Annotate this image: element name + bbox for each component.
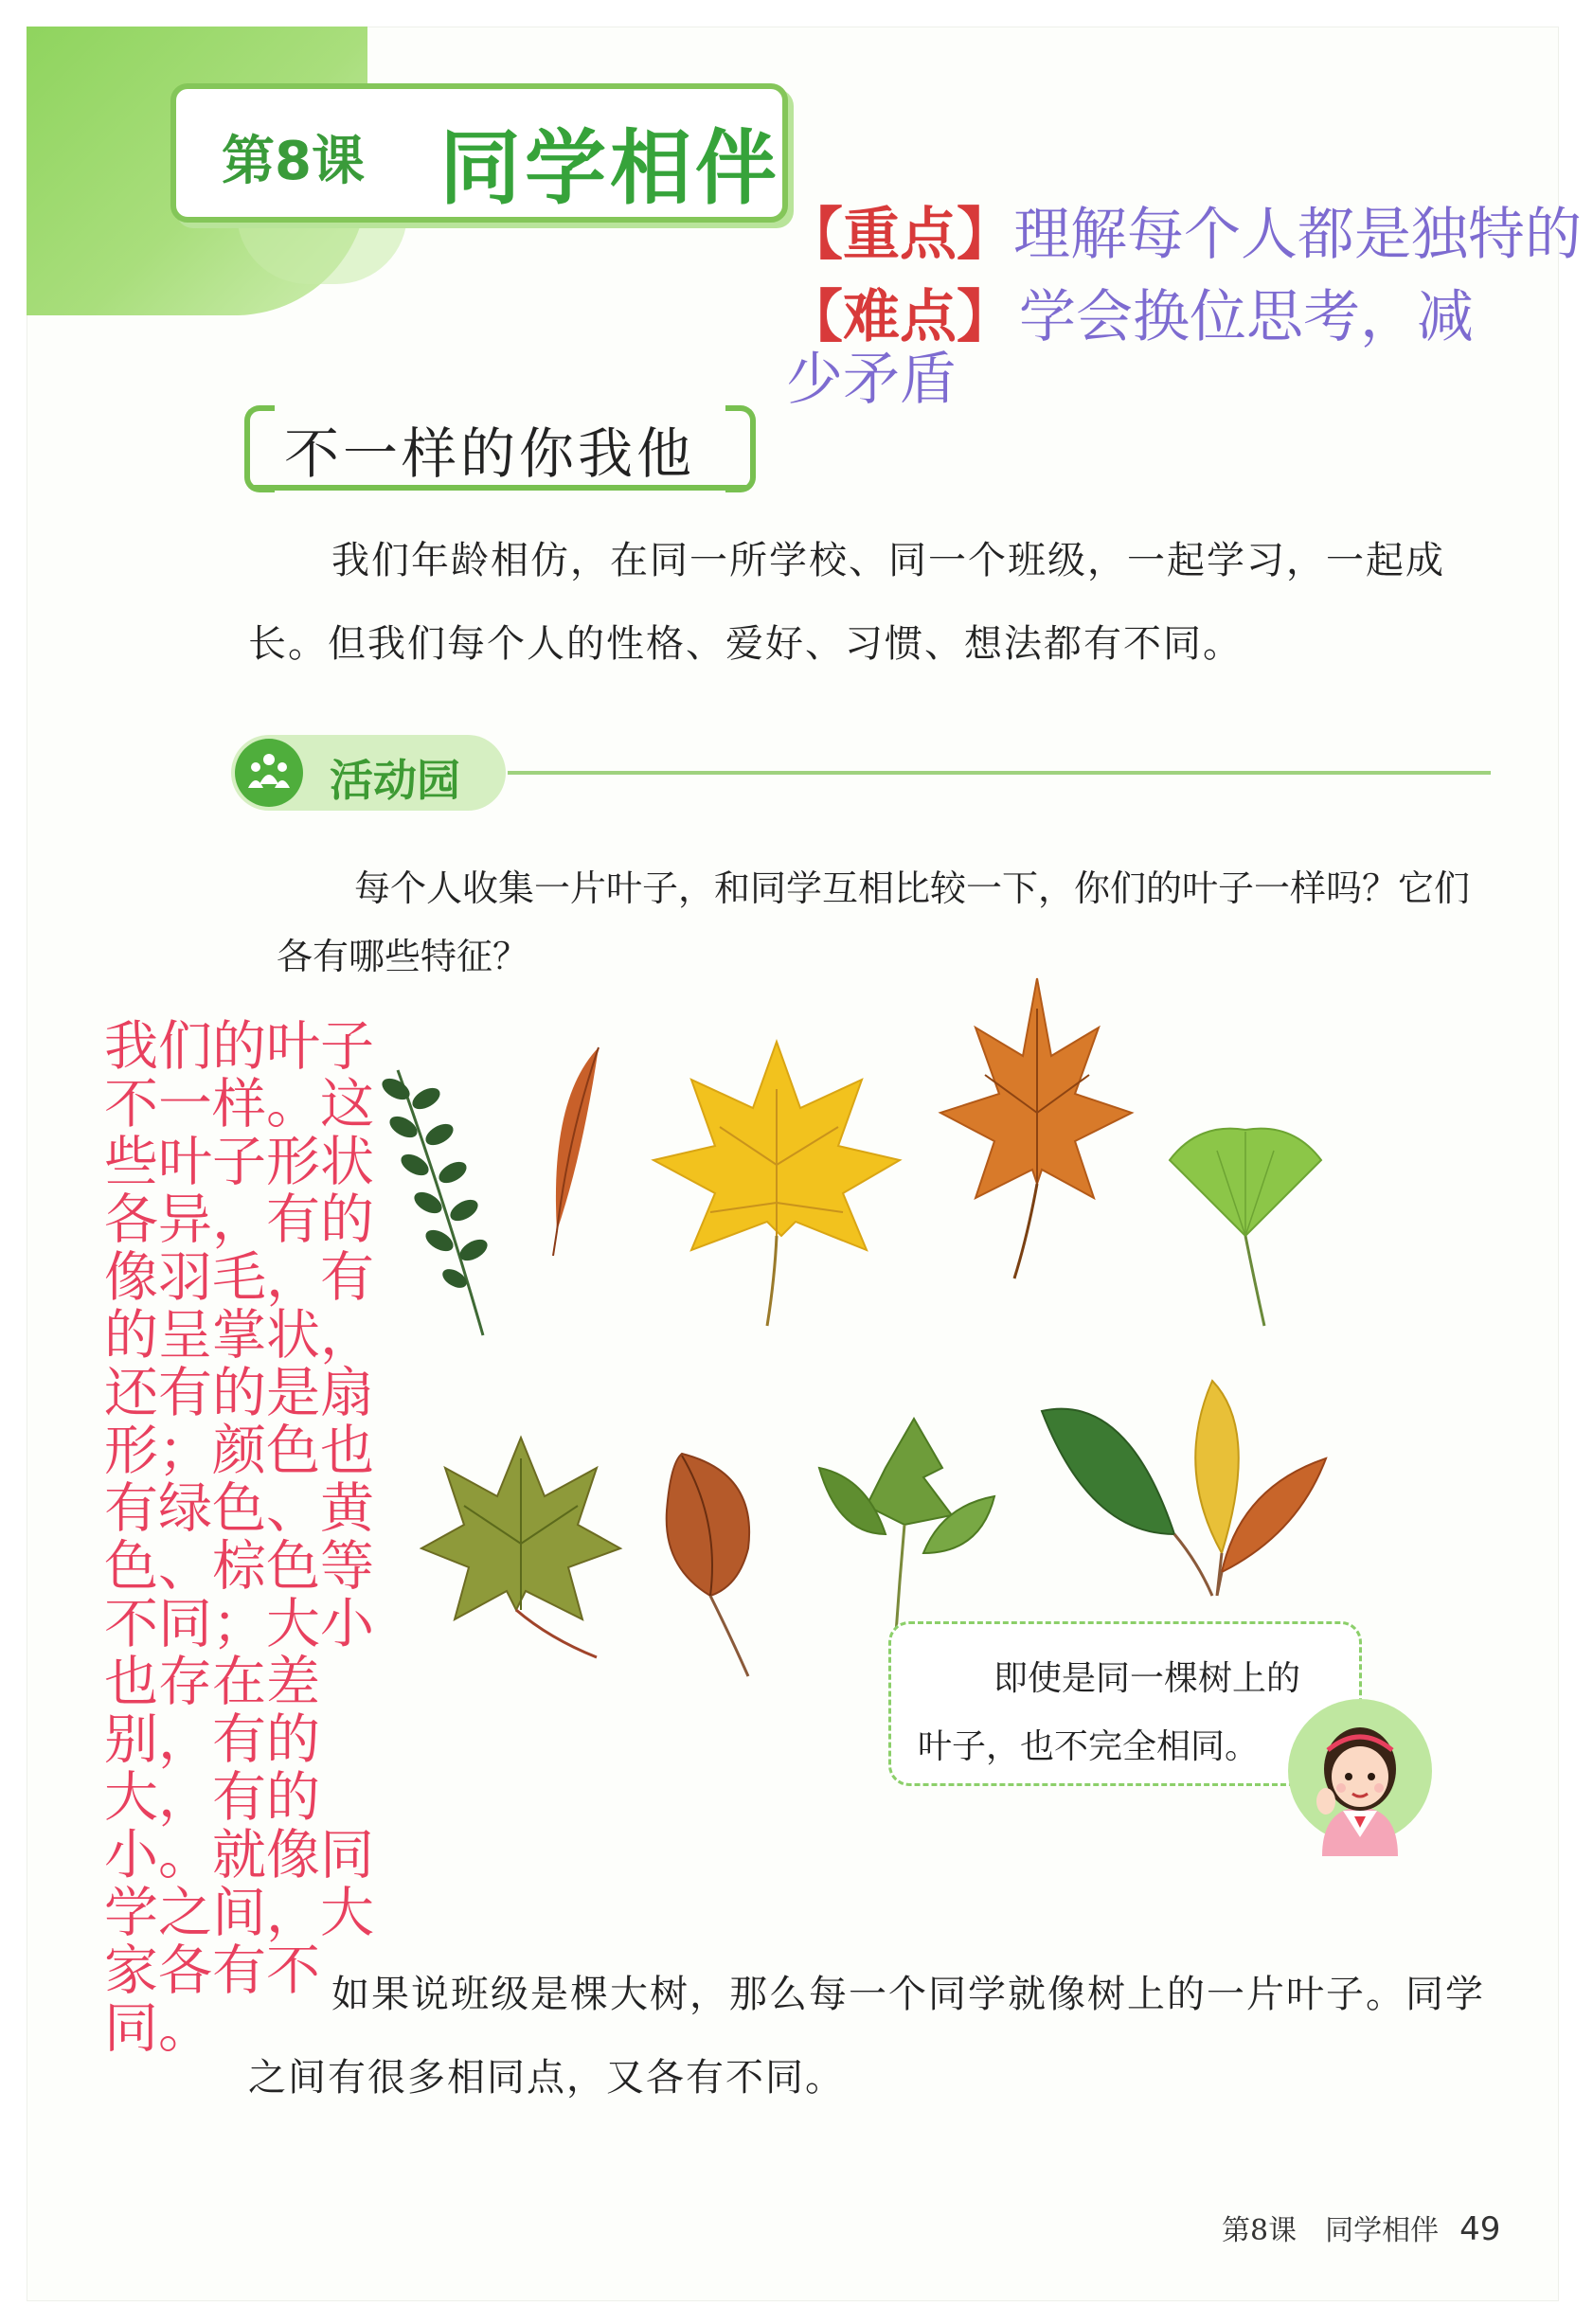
lesson-title: 同学相伴 bbox=[439, 121, 780, 216]
willow-leaf-image bbox=[540, 1042, 606, 1260]
activity-prompt: 每个人收集一片叶子，和同学互相比较一下，你们的叶子一样吗？它们各有哪些特征？ bbox=[277, 867, 1471, 977]
heading-bracket-left bbox=[244, 405, 275, 492]
yellow-maple-leaf-image bbox=[644, 1032, 909, 1335]
footer-lesson: 第8课 同学相伴 bbox=[1222, 2214, 1440, 2247]
speech-line-2: 叶子，也不完全相同。 bbox=[918, 1727, 1260, 1766]
page-footer bbox=[1222, 2207, 1500, 2248]
key-point-text: 理解每个人都是独特的 bbox=[1013, 202, 1582, 268]
answer-note: 我们的叶子不一样。这些叶子形状各异，有的像羽毛，有的呈掌状，还有的是扇形；颜色也有绿色、黄色、棕色等不同；大小也存在差别，有的大，有的小。就像同学之间，大家各有不同。 bbox=[104, 1015, 374, 2060]
activity-label: 活动园 bbox=[330, 755, 460, 806]
brown-oval-leaf-image bbox=[653, 1444, 777, 1681]
lesson-number: 第8课 bbox=[222, 131, 365, 192]
ginkgo-leaf-image bbox=[1160, 1122, 1331, 1331]
activity-header bbox=[231, 735, 1491, 820]
section-title: 不一样的你我他 bbox=[284, 421, 696, 486]
green-brown-maple-leaf-image bbox=[417, 1430, 625, 1667]
page-number: 49 bbox=[1459, 2210, 1501, 2248]
difficulty-point bbox=[786, 286, 1525, 411]
difficulty-tag: 【难点】 bbox=[786, 284, 1013, 350]
section-heading bbox=[244, 405, 756, 491]
feather-leaf-image bbox=[379, 1061, 502, 1345]
heading-bracket-right bbox=[725, 405, 756, 492]
activity-rule bbox=[508, 771, 1491, 775]
difficulty-text: 学会换位思考，减少矛盾 bbox=[786, 284, 1474, 413]
conclusion-paragraph: 如果说班级是棵大树，那么每一个同学就像树上的一片叶子。同学之间有很多相同点，又各有不同。 bbox=[248, 1973, 1485, 2100]
key-point bbox=[786, 189, 1582, 271]
people-group-icon bbox=[248, 752, 290, 790]
lesson-title-box bbox=[170, 83, 788, 223]
speech-line-1: 即使是同一棵树上的 bbox=[993, 1659, 1301, 1698]
three-leaf-cluster-image bbox=[1032, 1373, 1335, 1610]
orange-maple-leaf-image bbox=[933, 971, 1141, 1283]
key-point-tag: 【重点】 bbox=[786, 202, 1013, 268]
intro-paragraph: 我们年龄相仿，在同一所学校、同一个班级，一起学习，一起成长。但我们每个人的性格、爱好、习惯、想法都有不同。 bbox=[248, 539, 1445, 666]
girl-avatar bbox=[1284, 1695, 1436, 1856]
